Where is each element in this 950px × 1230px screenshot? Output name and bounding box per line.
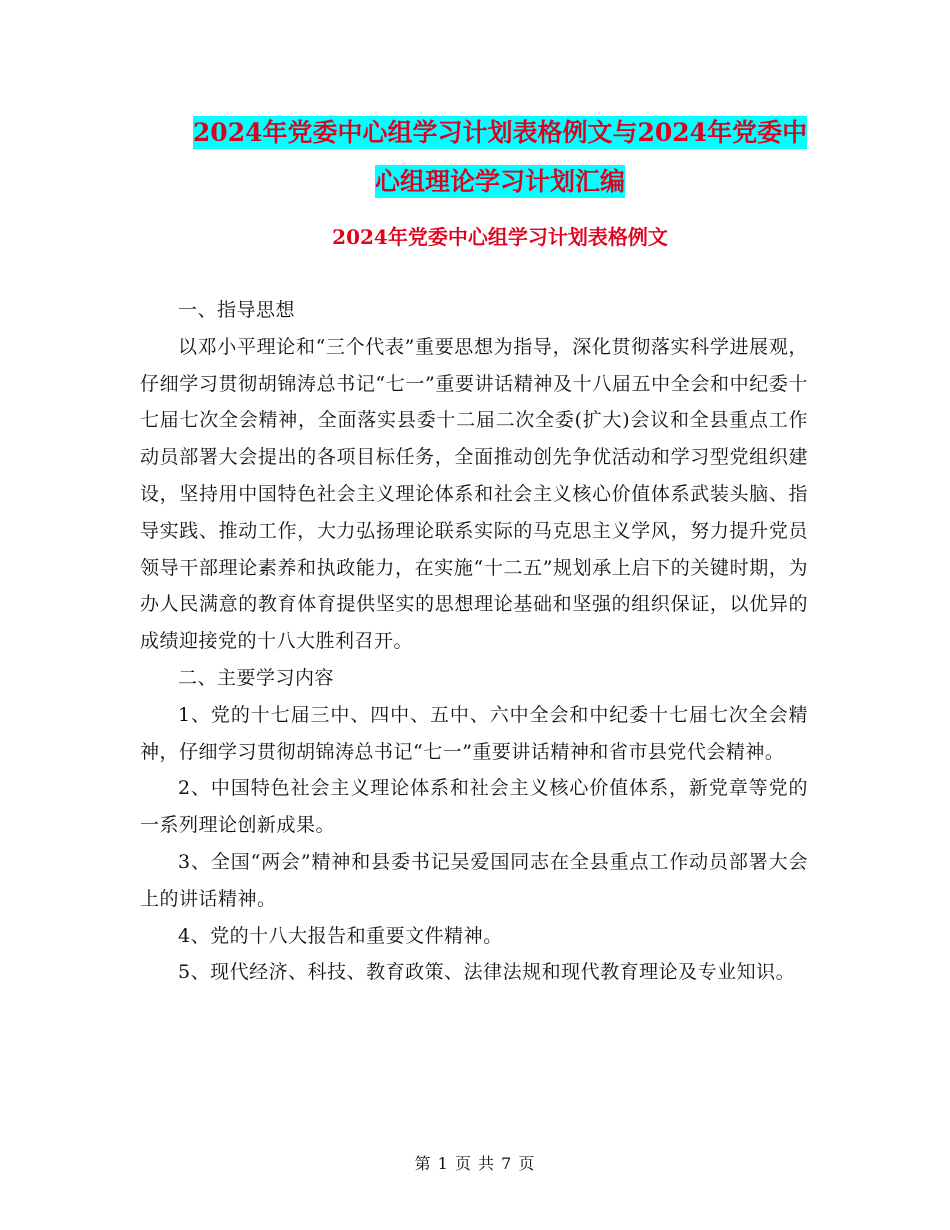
list-item-5: 5、现代经济、科技、教育政策、法律法规和现代教育理论及专业知识。	[178, 961, 796, 984]
list-item-4: 4、党的十八大报告和重要文件精神。	[178, 924, 503, 947]
title-line-2: 心组理论学习计划汇编	[374, 167, 625, 196]
paragraph-guiding-ideology: 以邓小平理论和“三个代表”重要思想为指导，深化贯彻落实科学进展观，仔细学习贯彻胡锦涛总书记“七一”重要讲话精神及十八届五中全会和中纪委十七届七次全会精神，全面落实县委十二届二次全委(扩大)会议和全县重点工作动员部署大会提出的各项目标任务，全面推动创先争优活动和学习型党组织建设，坚持用中国特色社会主义理论体系和社会主义核心价值体系武装头脑、指导实践、推动工作，大力弘扬理论联系实际的马克思主义学风，努力提升党员领导干部理论素养和执政能力，在实施“十二五”规划承上启下的关键时期，为办人民满意的教育体育提供坚实的思想理论基础和坚强的组织保证，以优异的成绩迎接党的十八大胜利召开。	[140, 335, 808, 653]
title-line-1: 2024年党委中心组学习计划表格例文与2024年党委中	[192, 118, 808, 147]
document-body	[140, 292, 808, 991]
section-subtitle: 2024年党委中心组学习计划表格例文	[332, 225, 668, 249]
list-item-3: 3、全国“两会”精神和县委书记吴爱国同志在全县重点工作动员部署大会上的讲话精神。	[140, 850, 808, 910]
page-footer: 第 1 页 共 7 页	[414, 1154, 536, 1173]
heading-guiding-ideology: 一、指导思想	[178, 299, 296, 321]
list-item-2: 2、中国特色社会主义理论体系和社会主义核心价值体系，新党章等党的一系列理论创新成果。	[140, 777, 808, 837]
list-item-1: 1、党的十七届三中、四中、五中、六中全会和中纪委十七届七次全会精神，仔细学习贯彻胡锦涛总书记“七一”重要讲话精神和省市县党代会精神。	[140, 703, 808, 763]
document-title	[140, 108, 860, 206]
heading-main-content: 二、主要学习内容	[178, 666, 335, 689]
